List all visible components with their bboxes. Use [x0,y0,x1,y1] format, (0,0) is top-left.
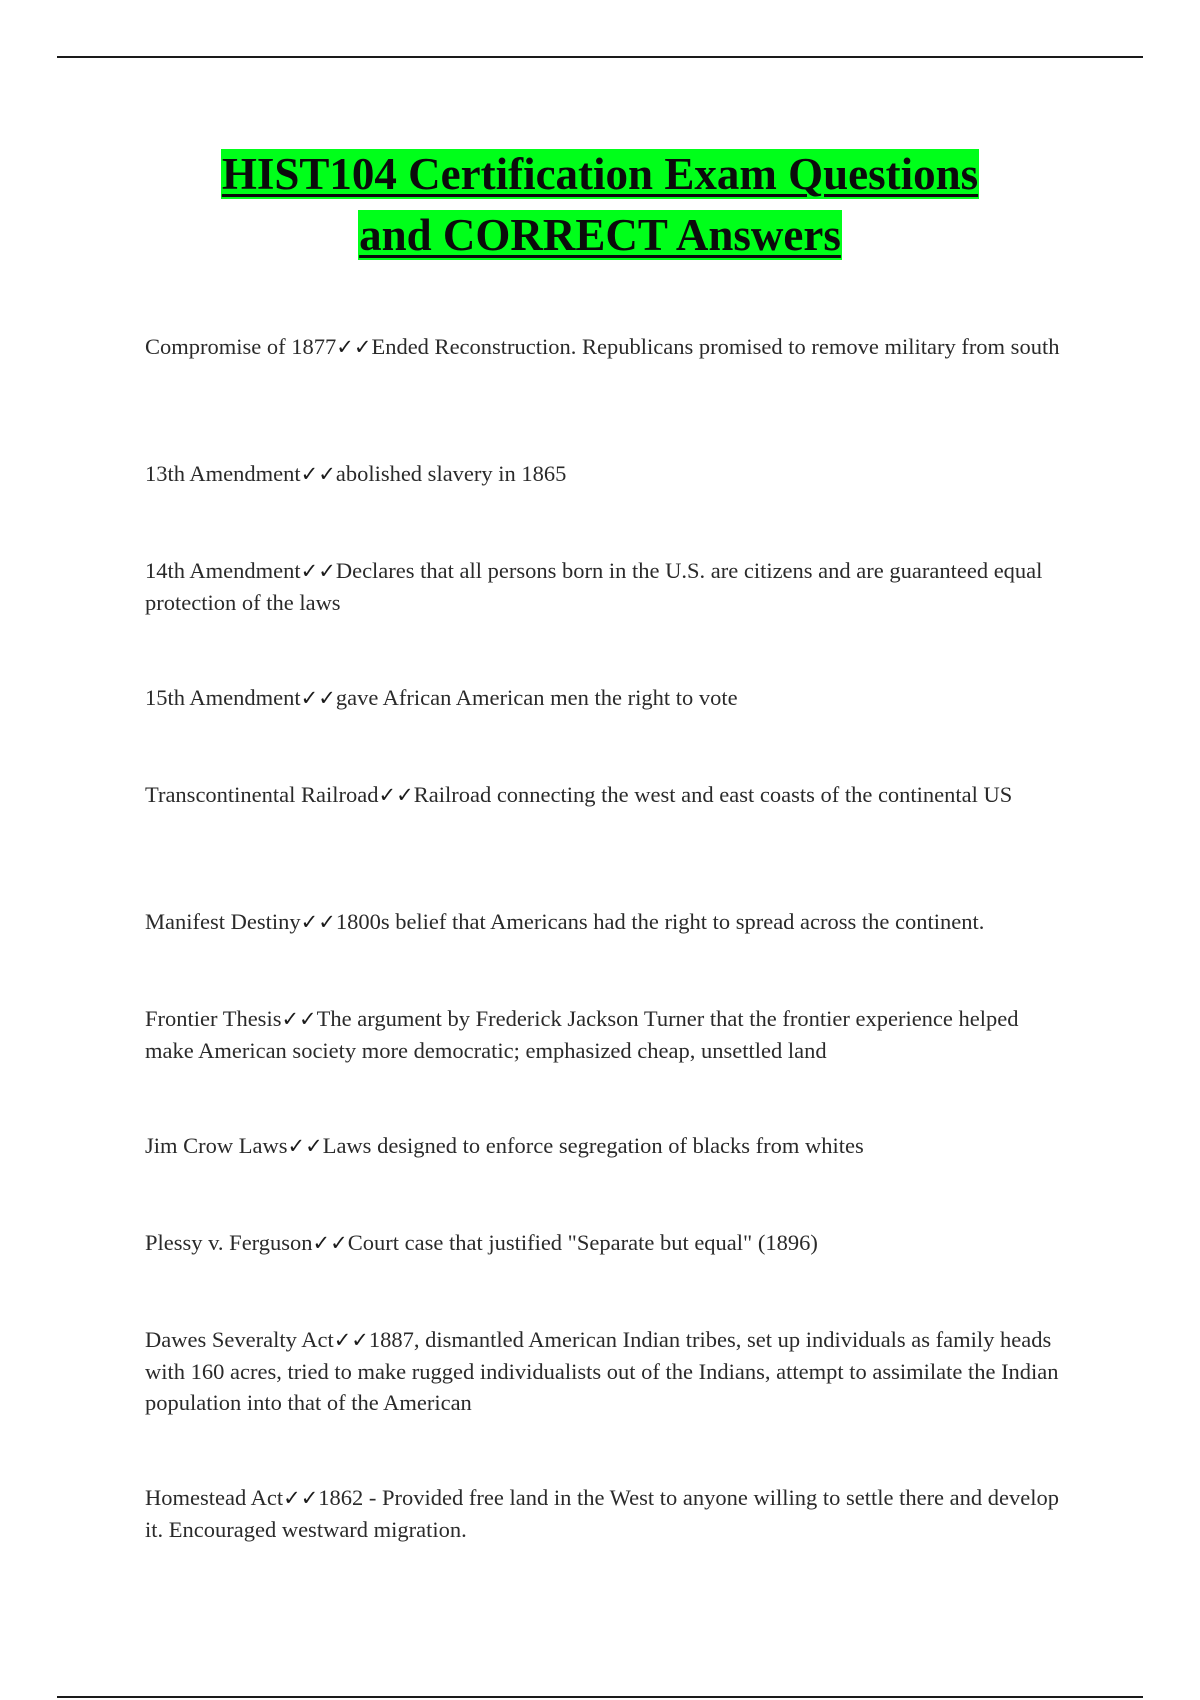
title-line-1: HIST104 Certification Exam Questions [221,149,979,199]
qa-term: Frontier Thesis [145,1006,282,1031]
qa-answer: Laws designed to enforce segregation of blacks from whites [322,1133,864,1158]
qa-item-15th-amendment [145,682,1065,714]
qa-item-compromise-1877 [145,331,1065,363]
qa-answer: Declares that all persons born in the U.S. are citizens and are guaranteed equal protection of the laws [145,558,1043,615]
check-mark-icon: ✓✓ [312,1231,348,1255]
qa-term: Manifest Destiny [145,909,301,934]
qa-answer: abolished slavery in 1865 [335,461,567,486]
qa-answer: 1862 - Provided free land in the West to anyone willing to settle there and develop it. Encouraged westward migration. [145,1485,1060,1542]
qa-term: Transcontinental Railroad [145,782,379,807]
qa-answer: Court case that justified "Separate but equal" (1896) [347,1230,818,1255]
qa-item-dawes-severalty-act [145,1324,1065,1418]
qa-answer: Railroad connecting the west and east coasts of the continental US [413,782,1013,807]
qa-term: Plessy v. Ferguson [145,1230,313,1255]
check-mark-icon: ✓✓ [300,462,336,486]
check-mark-icon: ✓✓ [333,1328,369,1352]
qa-term: Dawes Severalty Act [145,1327,334,1352]
qa-term: Homestead Act [145,1485,284,1510]
qa-item-13th-amendment [145,458,1065,490]
qa-item-jim-crow-laws [145,1130,1065,1162]
qa-term: Compromise of 1877 [145,334,337,359]
check-mark-icon: ✓✓ [336,335,372,359]
check-mark-icon: ✓✓ [287,1134,323,1158]
check-mark-icon: ✓✓ [378,783,414,807]
title-line-2: and CORRECT Answers [359,210,841,260]
document-title [60,144,1140,266]
qa-answer: The argument by Frederick Jackson Turner that the frontier experience helped make American society more democratic; emphasized cheap, unsettled land [145,1006,1019,1063]
qa-item-transcontinental-railroad [145,779,1065,811]
qa-term: 15th Amendment [145,685,301,710]
qa-term: Jim Crow Laws [145,1133,288,1158]
check-mark-icon: ✓✓ [300,559,336,583]
check-mark-icon: ✓✓ [281,1007,317,1031]
qa-item-homestead-act [145,1482,1065,1545]
top-divider [57,56,1143,58]
qa-answer: 1800s belief that Americans had the right to spread across the continent. [335,909,985,934]
qa-answer: Ended Reconstruction. Republicans promised to remove military from south [371,334,1060,359]
check-mark-icon: ✓✓ [300,910,336,934]
qa-item-plessy-v-ferguson [145,1227,1065,1259]
qa-answer: 1887, dismantled American Indian tribes, set up individuals as family heads with 160 acres, tried to make rugged individualists out of the Indians, attempt to assimilate the Indian population into that of the American [145,1327,1059,1415]
qa-term: 14th Amendment [145,558,301,583]
qa-item-frontier-thesis [145,1003,1065,1066]
qa-answer: gave African American men the right to vote [335,685,738,710]
qa-item-manifest-destiny [145,906,1065,938]
qa-item-14th-amendment [145,555,1065,618]
check-mark-icon: ✓✓ [283,1486,319,1510]
bottom-divider [57,1696,1143,1698]
qa-term: 13th Amendment [145,461,301,486]
check-mark-icon: ✓✓ [300,686,336,710]
